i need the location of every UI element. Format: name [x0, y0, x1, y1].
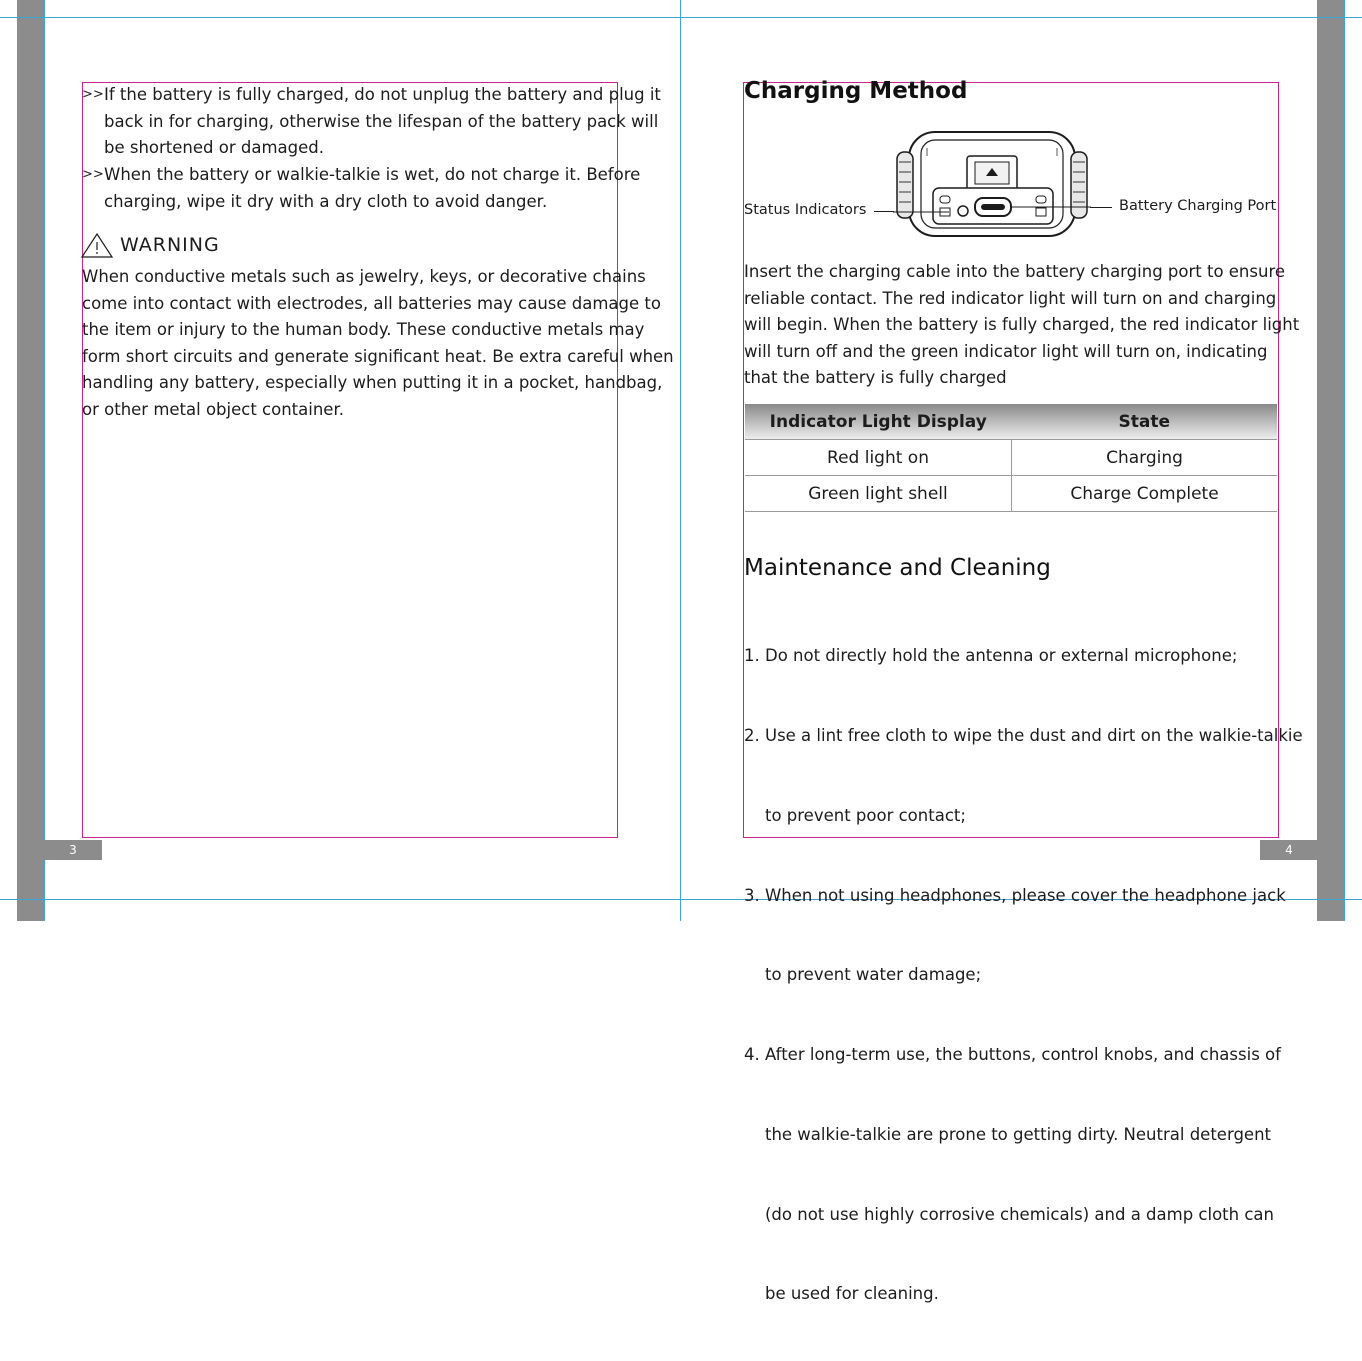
- warning-title: WARNING: [120, 234, 220, 256]
- maintenance-title: Maintenance and Cleaning: [744, 555, 1051, 581]
- guide-line: [1317, 0, 1318, 921]
- leader-line: [1090, 207, 1112, 208]
- text-line: handling any battery, especially when putting it in a pocket, handbag,: [82, 373, 663, 393]
- text-line: If the battery is fully charged, do not unplug the battery and plug it: [104, 85, 661, 104]
- leader-line: [874, 211, 894, 212]
- text-line: 3. When not using headphones, please cover the headphone jack: [744, 885, 1286, 905]
- page-number: 3: [44, 840, 102, 860]
- text-line: 4. After long-term use, the buttons, control knobs, and chassis of: [744, 1045, 1281, 1065]
- text-line: (do not use highly corrosive chemicals) and a damp cloth can: [744, 1204, 1274, 1224]
- text-line: reliable contact. The red indicator light will turn on and charging: [744, 288, 1277, 308]
- text-line: 1. Do not directly hold the antenna or external microphone;: [744, 646, 1238, 666]
- maintenance-text: [744, 590, 1303, 1361]
- text-line: back in for charging, otherwise the lifespan of the battery pack will: [104, 111, 659, 131]
- charging-method-title: Charging Method: [744, 78, 968, 104]
- text-line: be shortened or damaged.: [104, 138, 324, 158]
- warning-triangle-icon: [81, 233, 113, 258]
- status-indicators-label: Status Indicators: [744, 202, 867, 218]
- text-line: 2. Use a lint free cloth to wipe the dust and dirt on the walkie-talkie: [744, 725, 1303, 745]
- table-row: [745, 476, 1277, 512]
- text-line: or other metal object container.: [82, 399, 344, 419]
- text-line: be used for cleaning.: [744, 1284, 939, 1304]
- table-cell: Charging: [1012, 440, 1278, 476]
- text-line: to prevent water damage;: [744, 965, 982, 985]
- table-cell: Red light on: [745, 440, 1012, 476]
- table-cell: Green light shell: [745, 476, 1012, 512]
- text-line: will begin. When the battery is fully charged, the red indicator light: [744, 315, 1300, 335]
- text-line: come into contact with electrodes, all batteries may cause damage to: [82, 293, 661, 313]
- text-line: When the battery or walkie-talkie is wet, do not charge it. Before: [104, 165, 641, 184]
- guide-line: [44, 0, 45, 921]
- text-line: the item or injury to the human body. These conductive metals may: [82, 320, 645, 340]
- table-cell: Charge Complete: [1012, 476, 1278, 512]
- battery-pack-illustration: [893, 126, 1091, 244]
- bullet-text: [104, 82, 661, 162]
- indicator-table: [745, 404, 1277, 512]
- guide-line: [17, 0, 18, 921]
- right-gutter: [1318, 0, 1345, 921]
- charging-port-label: Battery Charging Port: [1119, 198, 1277, 214]
- text-line: the walkie-talkie are prone to getting dirty. Neutral detergent: [744, 1124, 1271, 1144]
- table-header-row: [745, 404, 1277, 440]
- warning-text: [82, 264, 674, 424]
- text-line: that the battery is fully charged: [744, 368, 1007, 388]
- guide-line: [0, 17, 1362, 18]
- bullet-marker: >>: [82, 167, 104, 182]
- text-line: charging, wipe it dry with a dry cloth to avoid danger.: [104, 191, 548, 211]
- bullet-marker: >>: [82, 87, 104, 102]
- text-line: When conductive metals such as jewelry, keys, or decorative chains: [82, 267, 646, 286]
- table-header: State: [1012, 404, 1278, 440]
- left-gutter: [17, 0, 44, 921]
- text-line: to prevent poor contact;: [744, 805, 966, 825]
- text-line: form short circuits and generate significant heat. Be extra careful when: [82, 346, 674, 366]
- table-row: [745, 440, 1277, 476]
- guide-line: [1344, 0, 1345, 921]
- text-line: Insert the charging cable into the battery charging port to ensure: [744, 262, 1286, 281]
- center-guide-line: [680, 0, 681, 921]
- charging-text: [744, 259, 1299, 392]
- bullet-text: [104, 162, 640, 215]
- text-line: will turn off and the green indicator light will turn on, indicating: [744, 341, 1268, 361]
- table-header: Indicator Light Display: [745, 404, 1012, 440]
- page-number: 4: [1260, 840, 1318, 860]
